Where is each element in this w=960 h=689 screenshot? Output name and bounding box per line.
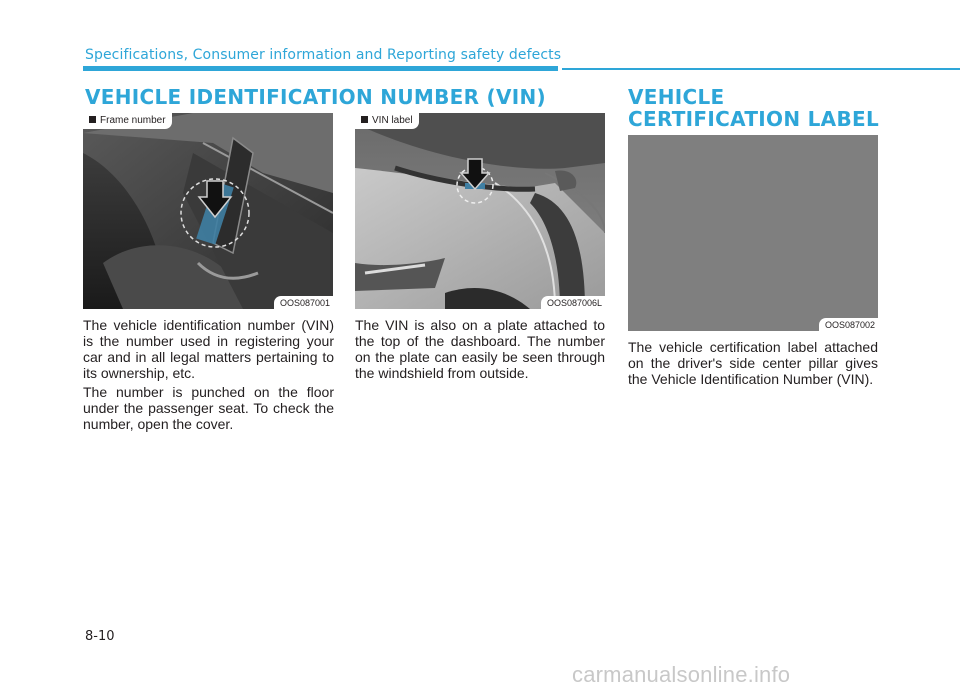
- page-number: 8-10: [85, 629, 115, 644]
- figure-code: OOS087006L: [541, 296, 605, 309]
- cert-heading: VEHICLE CERTIFICATION LABEL: [628, 85, 879, 131]
- frame-number-label: Frame number: [100, 115, 166, 126]
- watermark: carmanualsonline.info: [572, 662, 791, 687]
- frame-number-photo: [83, 113, 333, 309]
- cert-label-photo: [628, 135, 878, 331]
- vin-paragraph-3: The VIN is also on a plate attached to the top of the dashboard. The number on the plate can easily be seen through the windshield from outside.: [355, 317, 605, 381]
- header-rule-thin: [562, 68, 960, 70]
- vin-heading: VEHICLE IDENTIFICATION NUMBER (VIN): [85, 85, 546, 109]
- figure-code: OOS087002: [819, 318, 878, 331]
- header-rule-thick: [83, 66, 558, 71]
- vin-paragraph-2: The number is punched on the floor under the passenger seat. To check the number, open the cover.: [83, 384, 334, 432]
- vin-label-photo: [355, 113, 605, 309]
- vin-paragraph-1: The vehicle identification number (VIN) is the number used in registering your car and in all legal matters pertaining to its ownership, etc.: [83, 317, 334, 381]
- frame-number-caption: [83, 113, 172, 129]
- caption-bullet: [361, 116, 368, 123]
- section-header: Specifications, Consumer information and Reporting safety defects: [85, 47, 562, 63]
- figure-code: OOS087001: [274, 296, 333, 309]
- cert-paragraph: The vehicle certification label attached on the driver's side center pillar gives the Vehicle Identification Number (VIN).: [628, 339, 878, 387]
- caption-bullet: [89, 116, 96, 123]
- vin-label-text: VIN label: [372, 115, 413, 126]
- vin-label-caption: [355, 113, 419, 129]
